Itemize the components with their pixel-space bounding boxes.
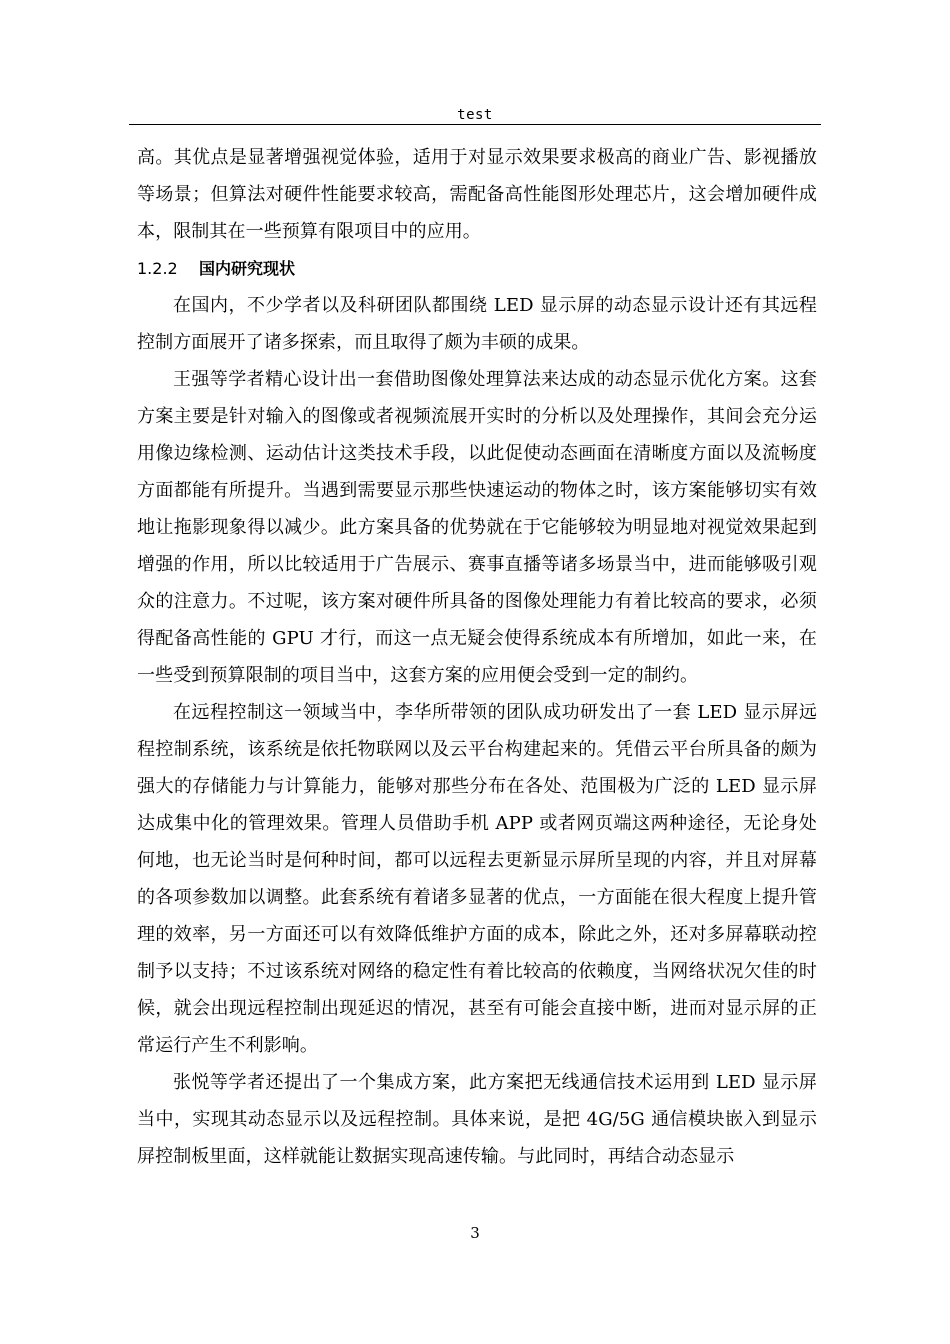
page-number: 3: [470, 1224, 480, 1242]
paragraph-wang-qiang: 王强等学者精心设计出一套借助图像处理算法来达成的动态显示优化方案。这套方案主要是针对输入的图像或者视频流展开实时的分析以及处理操作，其间会充分运用像边缘检测、运动估计这类技术手段，以此促使动态画面在清晰度方面以及流畅度方面都能有所提升。当遇到需要显示那些快速运动的物体之时，该方案能够切实有效地让拖影现象得以减少。此方案具备的优势就在于它能够较为明显地对视觉效果起到增强的作用，所以比较适用于广告展示、赛事直播等诸多场景当中，进而能够吸引观众的注意力。不过呢，该方案对硬件所具备的图像处理能力有着比较高的要求，必须得配备高性能的 GPU 才行，而这一点无疑会使得系统成本有所增加，如此一来，在一些受到预算限制的项目当中，这套方案的应用便会受到一定的制约。: [137, 369, 817, 686]
header-text: test: [457, 107, 493, 123]
paragraph-zhang-yue: 张悦等学者还提出了一个集成方案，此方案把无线通信技术运用到 LED 显示屏当中，实现其动态显示以及远程控制。具体来说，是把 4G/5G 通信模块嵌入到显示屏控制板里面，这样就能让数据实现高速传输。与此同时，再结合动态显示: [137, 1072, 817, 1167]
page-header: [129, 102, 821, 125]
paragraph-intro: 在国内，不少学者以及科研团队都围绕 LED 显示屏的动态显示设计还有其远程控制方面展开了诸多探索，而且取得了颇为丰硕的成果。: [137, 295, 817, 353]
paragraph-continued: 高。其优点是显著增强视觉体验，适用于对显示效果要求极高的商业广告、影视播放等场景；但算法对硬件性能要求较高，需配备高性能图形处理芯片，这会增加硬件成本，限制其在一些预算有限项目中的应用。: [137, 147, 817, 242]
section-number: 1.2.2: [137, 259, 178, 278]
section-heading: [137, 250, 817, 287]
section-title: 国内研究现状: [199, 259, 296, 278]
body-text: [137, 139, 817, 1175]
paragraph-li-hua: 在远程控制这一领域当中，李华所带领的团队成功研发出了一套 LED 显示屏远程控制系统，该系统是依托物联网以及云平台构建起来的。凭借云平台所具备的颇为强大的存储能力与计算能力，能够对那些分布在各处、范围极为广泛的 LED 显示屏达成集中化的管理效果。管理人员借助手机 APP 或者网页端这两种途径，无论身处何地，也无论当时是何种时间，都可以远程去更新显示屏所呈现的内容，并且对屏幕的各项参数加以调整。此套系统有着诸多显著的优点，一方面能在很大程度上提升管理的效率，另一方面还可以有效降低维护方面的成本，除此之外，还对多屏幕联动控制予以支持；不过该系统对网络的稳定性有着比较高的依赖度，当网络状况欠佳的时候，就会出现远程控制出现延迟的情况，甚至有可能会直接中断，进而对显示屏的正常运行产生不利影响。: [137, 702, 817, 1056]
